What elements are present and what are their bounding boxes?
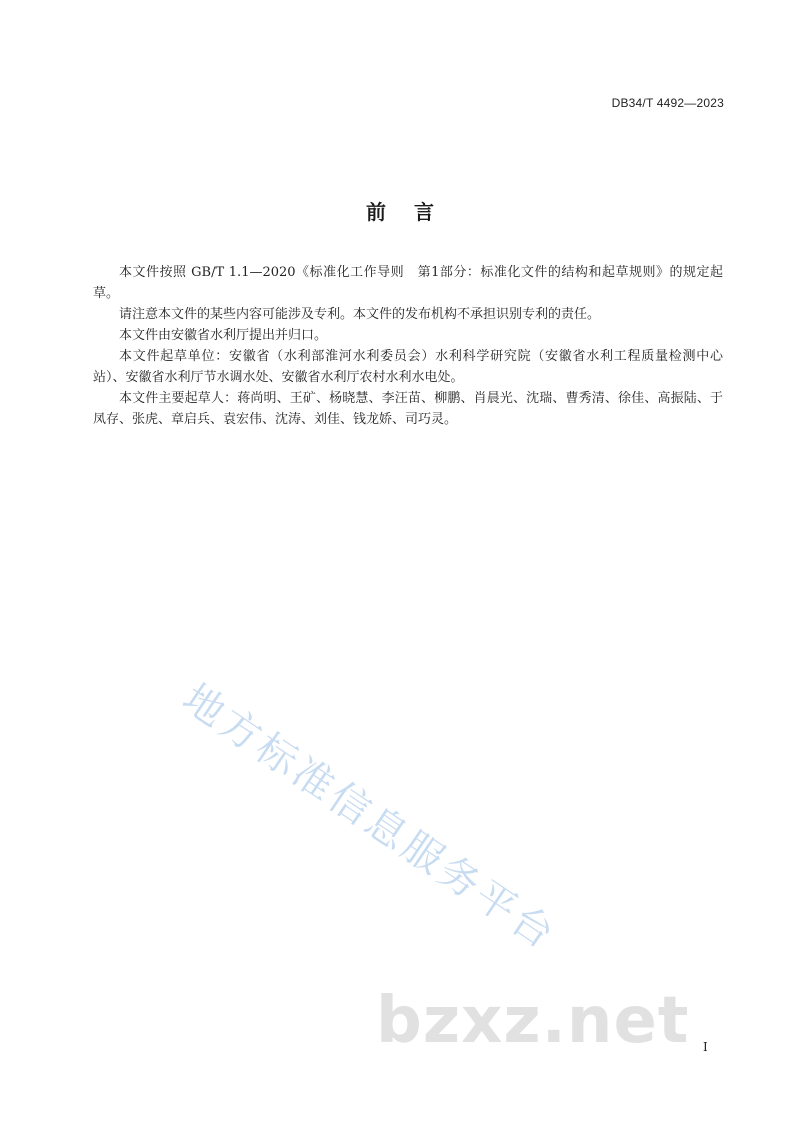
section-title: 前言: [366, 200, 462, 224]
watermark-text: 地方标准信息服务平台: [174, 675, 565, 960]
paragraph-patent-notice: 请注意本文件的某些内容可能涉及专利。本文件的发布机构不承担识别专利的责任。: [119, 307, 601, 322]
preface-body: [93, 262, 723, 430]
page-number: I: [703, 1040, 708, 1054]
document-code: DB34/T 4492—2023: [611, 96, 724, 110]
paragraph-proposer: 本文件由安徽省水利厅提出并归口。: [119, 328, 328, 343]
paragraph-standard-basis: 本文件按照 GB/T 1.1—2020《标准化工作导则 第1部分：标准化文件的结构和起草规则》的规定起草。: [93, 265, 723, 301]
paragraph-drafters: 本文件主要起草人：蒋尚明、王矿、杨晓慧、李汪苗、柳鹏、肖晨光、沈瑞、曹秀清、徐佳、高振陆、于凤存、张虎、章启兵、袁宏伟、沈涛、刘佳、钱龙娇、司巧灵。: [93, 391, 723, 427]
paragraph-drafting-units: 本文件起草单位：安徽省（水利部淮河水利委员会）水利科学研究院（安徽省水利工程质量检测中心站）、安徽省水利厅节水调水处、安徽省水利厅农村水利水电处。: [93, 349, 723, 385]
site-watermark-logo: bzxz.net: [376, 984, 690, 1058]
